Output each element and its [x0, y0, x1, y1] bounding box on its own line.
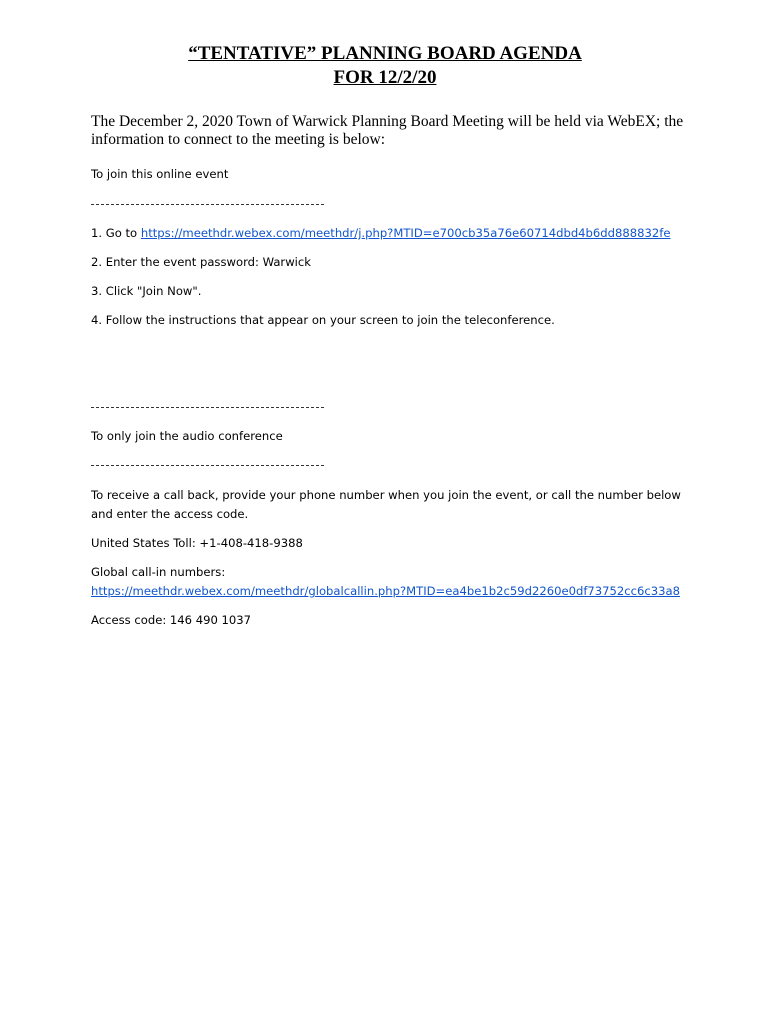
step-1 [91, 224, 670, 243]
global-callin-label: Global call-in numbers: [91, 565, 226, 579]
step-3: 3. Click "Join Now". [91, 284, 202, 298]
access-code: Access code: 146 490 1037 [91, 613, 252, 627]
callback-line-2: and enter the access code. [91, 507, 249, 521]
intro-paragraph [91, 113, 691, 149]
audio-heading: To only join the audio conference [91, 429, 283, 443]
intro-line-1: The December 2, 2020 Town of Warwick Planning Board Meeting will be held via WebEX; the [91, 113, 684, 130]
step-4: 4. Follow the instructions that appear on your screen to join the teleconference. [91, 313, 555, 327]
dashed-divider [91, 407, 324, 409]
intro-line-2: information to connect to the meeting is below: [91, 131, 386, 148]
separator [91, 398, 324, 409]
callback-line-1: To receive a call back, provide your phone number when you join the event, or call the number below [91, 488, 681, 502]
step-2: 2. Enter the event password: Warwick [91, 255, 311, 269]
dashed-divider [91, 204, 324, 206]
dashed-divider [91, 465, 324, 467]
separator [91, 456, 324, 467]
online-event-heading: To join this online event [91, 167, 229, 181]
page-title: “TENTATIVE” PLANNING BOARD AGENDA [188, 43, 582, 64]
separator [91, 195, 324, 206]
page-subtitle-date: FOR 12/2/20 [333, 67, 437, 88]
us-toll-number: United States Toll: +1-408-418-9388 [91, 536, 303, 550]
global-callin-row [91, 582, 680, 601]
webex-event-link[interactable]: https://meethdr.webex.com/meethdr/j.php?MTID=e700cb35a76e60714dbd4b6dd888832fe [140, 226, 671, 240]
step-1-text: 1. Go to [91, 226, 141, 240]
global-callin-link[interactable]: https://meethdr.webex.com/meethdr/globalcallin.php?MTID=ea4be1b2c59d2260e0df73752cc6c33a8 [91, 584, 681, 598]
